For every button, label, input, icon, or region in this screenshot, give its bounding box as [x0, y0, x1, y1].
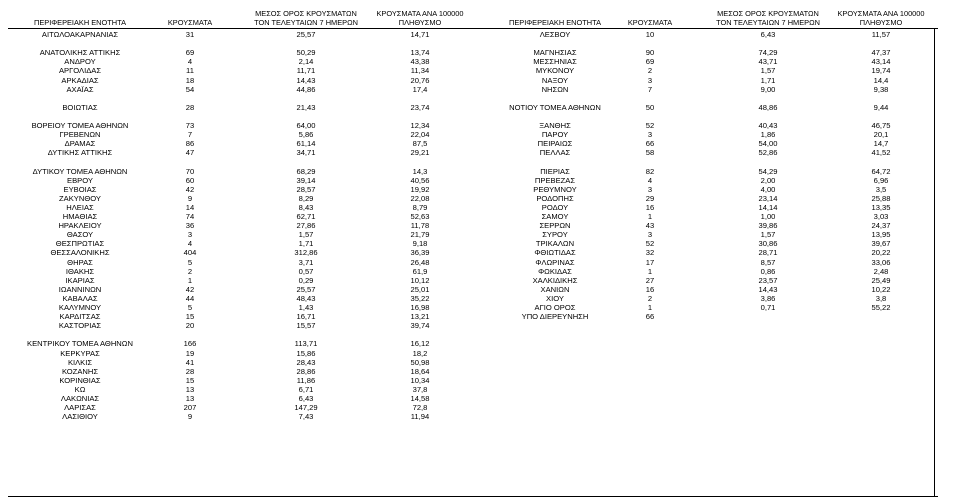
header-avg-right-line1: ΜΕΣΟΣ ΟΡΟΣ ΚΡΟΥΣΜΑΤΩΝ	[717, 9, 819, 18]
left-cases-cell: 42	[185, 284, 195, 294]
right-region-cell: ΜΑΓΝΗΣΙΑΣ	[533, 48, 577, 58]
right-avg-cell: 0,86	[760, 266, 776, 276]
right-region-cell: ΜΥΚΟΝΟΥ	[535, 66, 575, 76]
left-region-cell: ΗΜΑΘΙΑΣ	[62, 212, 98, 221]
left-cases-cell: 69	[185, 48, 195, 58]
right-avg-cell: 4,00	[760, 184, 776, 194]
left-avg-cell: 28,57	[296, 184, 316, 194]
right-cases-cell: 16	[645, 202, 655, 212]
right-per-cell: 46,75	[871, 121, 891, 130]
left-avg-cell: 3,71	[298, 257, 314, 267]
header-per-left-line1: ΚΡΟΥΣΜΑΤΑ ΑΝΑ 100000	[376, 9, 464, 18]
left-avg-cell: 39,14	[296, 175, 316, 185]
right-avg-cell: 23,14	[758, 193, 778, 203]
right-per-cell: 39,67	[871, 239, 891, 249]
left-per-cell: 10,12	[410, 275, 430, 285]
right-avg-cell: 0,71	[760, 303, 776, 312]
right-cases-cell: 69	[645, 57, 655, 67]
left-per-cell: 18,64	[410, 366, 430, 376]
right-cases-cell: 29	[645, 193, 655, 203]
left-region-cell: ΖΑΚΥΝΘΟΥ	[59, 193, 101, 203]
right-cases-cell: 90	[645, 48, 655, 58]
left-region-cell: ΕΒΡΟΥ	[67, 175, 93, 185]
left-per-cell: 20,76	[410, 75, 430, 85]
right-region-cell: ΡΟΔΟΥ	[541, 202, 569, 212]
right-region-cell: ΜΕΣΣΗΝΙΑΣ	[533, 57, 577, 67]
left-per-cell: 22,08	[410, 193, 430, 203]
left-region-cell: ΓΡΕΒΕΝΩΝ	[59, 130, 101, 140]
right-region-cell: ΣΑΜΟΥ	[541, 212, 569, 221]
left-per-cell: 36,39	[410, 248, 430, 258]
right-avg-cell: 48,86	[758, 102, 778, 112]
right-per-cell: 41,52	[871, 148, 891, 158]
left-avg-cell: 21,43	[296, 102, 316, 112]
left-avg-cell: 16,71	[296, 312, 316, 322]
left-cases-cell: 42	[185, 184, 195, 194]
right-region-cell: ΝΑΞΟΥ	[541, 75, 569, 85]
left-per-cell: 29,21	[410, 148, 430, 158]
header-avg-left-line1: ΜΕΣΟΣ ΟΡΟΣ ΚΡΟΥΣΜΑΤΩΝ	[255, 9, 357, 18]
left-avg-cell: 1,43	[298, 303, 314, 312]
left-cases-cell: 11	[186, 66, 194, 76]
left-avg-cell: 113,71	[294, 339, 318, 349]
left-per-cell: 18,2	[412, 348, 428, 358]
left-per-cell: 61,9	[412, 266, 428, 276]
right-region-cell: ΧΑΝΙΩΝ	[540, 284, 570, 294]
right-avg-cell: 40,43	[758, 121, 778, 130]
left-cases-cell: 404	[183, 248, 197, 258]
right-per-cell: 43,14	[871, 57, 891, 67]
right-avg-cell: 2,00	[760, 175, 776, 185]
right-cases-cell: 58	[645, 148, 655, 158]
left-per-cell: 52,63	[410, 212, 430, 221]
right-per-cell: 24,37	[871, 221, 891, 231]
left-cases-cell: 13	[185, 384, 195, 394]
left-per-cell: 19,92	[410, 184, 430, 194]
left-per-cell: 11,34	[410, 66, 430, 76]
left-region-cell: ΗΛΕΙΑΣ	[66, 202, 94, 212]
left-region-cell: ΔΥΤΙΚΗΣ ΑΤΤΙΚΗΣ	[47, 148, 113, 158]
left-region-cell: ΚΕΝΤΡΙΚΟΥ ΤΟΜΕΑ ΑΘΗΝΩΝ	[27, 339, 133, 349]
right-per-cell: 13,35	[871, 202, 891, 212]
right-avg-cell: 43,71	[758, 57, 778, 67]
left-per-cell: 22,04	[410, 130, 430, 140]
right-avg-cell: 39,86	[758, 221, 778, 231]
right-per-cell: 6,96	[873, 175, 889, 185]
left-per-cell: 13,21	[410, 312, 430, 322]
left-per-cell: 17,4	[412, 84, 428, 94]
header-rule	[8, 28, 938, 29]
right-cases-cell: 3	[647, 230, 653, 240]
left-region-cell: ΑΧΑΪΑΣ	[66, 84, 94, 94]
right-region-cell: ΣΥΡΟΥ	[542, 230, 568, 240]
left-per-cell: 87,5	[412, 139, 428, 149]
left-avg-cell: 28,86	[296, 366, 316, 376]
right-cases-cell: 1	[647, 266, 653, 276]
left-cases-cell: 166	[183, 339, 197, 349]
left-avg-cell: 1,71	[298, 239, 314, 249]
left-per-cell: 35,22	[410, 293, 430, 303]
right-region-cell: ΤΡΙΚΑΛΩΝ	[535, 239, 575, 249]
left-cases-cell: 4	[187, 239, 193, 249]
left-cases-cell: 13	[185, 394, 195, 403]
right-cases-cell: 4	[647, 175, 653, 185]
right-avg-cell: 1,00	[760, 212, 776, 221]
right-region-cell: ΛΕΣΒΟΥ	[539, 30, 571, 39]
left-per-cell: 13,74	[410, 48, 430, 58]
right-region-cell: ΝΗΣΩΝ	[541, 84, 569, 94]
right-region-cell: ΦΩΚΙΔΑΣ	[538, 266, 572, 276]
right-region-cell: ΑΓΙΟ ΟΡΟΣ	[534, 303, 576, 312]
right-per-cell: 20,22	[871, 248, 891, 258]
left-cases-cell: 36	[185, 221, 195, 231]
left-region-cell: ΛΑΚΩΝΙΑΣ	[60, 394, 100, 403]
right-per-cell: 13,95	[871, 230, 891, 240]
right-avg-cell: 23,57	[758, 275, 778, 285]
left-region-cell: ΙΚΑΡΙΑΣ	[65, 275, 95, 285]
left-per-cell: 16,98	[410, 303, 430, 312]
left-avg-cell: 50,29	[296, 48, 316, 58]
left-avg-cell: 64,00	[296, 121, 316, 130]
header-per-right-line1: ΚΡΟΥΣΜΑΤΑ ΑΝΑ 100000	[837, 9, 925, 18]
right-cases-cell: 66	[645, 139, 655, 149]
left-avg-cell: 11,71	[296, 66, 316, 76]
right-cases-cell: 27	[645, 275, 655, 285]
right-region-cell: ΠΕΙΡΑΙΩΣ	[537, 139, 573, 149]
right-cases-cell: 43	[645, 221, 655, 231]
right-per-cell: 9,38	[873, 84, 889, 94]
left-cases-cell: 73	[185, 121, 195, 130]
left-region-cell: ΑΝΑΤΟΛΙΚΗΣ ΑΤΤΙΚΗΣ	[39, 48, 121, 58]
right-avg-cell: 1,71	[760, 75, 776, 85]
left-avg-cell: 25,57	[296, 284, 316, 294]
left-region-cell: ΛΑΡΙΣΑΣ	[64, 403, 96, 413]
left-avg-cell: 147,29	[294, 403, 318, 413]
right-avg-cell: 9,00	[760, 84, 776, 94]
left-cases-cell: 74	[185, 212, 195, 221]
left-cases-cell: 28	[185, 102, 195, 112]
right-per-cell: 25,49	[871, 275, 891, 285]
left-per-cell: 21,79	[410, 230, 430, 240]
right-cases-cell: 32	[645, 248, 655, 258]
left-avg-cell: 27,86	[296, 221, 316, 231]
right-avg-cell: 14,43	[758, 284, 778, 294]
left-per-cell: 11,94	[410, 412, 430, 422]
left-avg-cell: 48,43	[296, 293, 316, 303]
right-per-cell: 11,57	[871, 30, 891, 39]
left-per-cell: 50,98	[410, 357, 430, 367]
left-cases-cell: 9	[187, 412, 193, 422]
left-avg-cell: 34,71	[296, 148, 316, 158]
left-cases-cell: 207	[183, 403, 197, 413]
left-per-cell: 9,18	[412, 239, 428, 249]
header-region-left: ΠΕΡΙΦΕΡΕΙΑΚΗ ΕΝΟΤΗΤΑ	[34, 18, 126, 27]
right-per-cell: 19,74	[871, 66, 891, 76]
right-cases-cell: 16	[645, 284, 655, 294]
left-region-cell: ΚΩ	[74, 384, 86, 394]
right-avg-cell: 3,86	[760, 293, 776, 303]
left-cases-cell: 44	[185, 293, 195, 303]
left-avg-cell: 68,29	[296, 166, 316, 176]
right-per-cell: 10,22	[871, 284, 891, 294]
right-cases-cell: 52	[645, 121, 655, 130]
left-cases-cell: 31	[185, 30, 195, 39]
left-region-cell: ΚΕΡΚΥΡΑΣ	[60, 348, 100, 358]
left-cases-cell: 2	[187, 266, 193, 276]
left-per-cell: 37,8	[412, 384, 428, 394]
right-avg-cell: 54,29	[758, 166, 778, 176]
right-avg-cell: 14,14	[758, 202, 778, 212]
left-per-cell: 14,58	[410, 394, 430, 403]
left-per-cell: 14,71	[410, 30, 430, 39]
right-per-cell: 25,88	[871, 193, 891, 203]
right-region-cell: ΝΟΤΙΟΥ ΤΟΜΕΑ ΑΘΗΝΩΝ	[509, 102, 601, 112]
left-region-cell: ΒΟΙΩΤΙΑΣ	[62, 102, 98, 112]
right-cases-cell: 2	[647, 66, 653, 76]
right-per-cell: 64,72	[871, 166, 891, 176]
left-cases-cell: 41	[185, 357, 195, 367]
left-avg-cell: 7,43	[298, 412, 314, 422]
left-per-cell: 11,78	[410, 221, 430, 231]
right-avg-cell: 8,57	[760, 257, 776, 267]
left-per-cell: 25,01	[410, 284, 430, 294]
left-avg-cell: 312,86	[294, 248, 318, 258]
left-avg-cell: 6,43	[298, 394, 314, 403]
left-per-cell: 72,8	[412, 403, 428, 413]
left-avg-cell: 2,14	[298, 57, 314, 67]
left-region-cell: ΙΘΑΚΗΣ	[65, 266, 95, 276]
header-avg-right-line2: ΤΟΝ ΤΕΛΕΥΤΑΙΩΝ 7 ΗΜΕΡΩΝ	[716, 18, 820, 27]
left-region-cell: ΑΡΓΟΛΙΔΑΣ	[58, 66, 102, 76]
left-region-cell: ΚΑΒΑΛΑΣ	[62, 293, 98, 303]
right-per-cell: 3,8	[875, 293, 887, 303]
left-avg-cell: 11,86	[296, 375, 316, 385]
left-cases-cell: 47	[185, 148, 195, 158]
right-region-cell: ΧΑΛΚΙΔΙΚΗΣ	[532, 275, 578, 285]
left-region-cell: ΒΟΡΕΙΟΥ ΤΟΜΕΑ ΑΘΗΝΩΝ	[31, 121, 129, 130]
right-avg-cell: 74,29	[758, 48, 778, 58]
header-per-left-line2: ΠΛΗΘΥΣΜΟ	[398, 18, 442, 27]
right-avg-cell: 1,86	[760, 130, 776, 140]
right-avg-cell: 1,57	[760, 230, 776, 240]
left-region-cell: ΛΑΣΙΘΙΟΥ	[62, 412, 98, 422]
left-per-cell: 16,12	[410, 339, 430, 349]
right-cases-cell: 82	[645, 166, 655, 176]
left-region-cell: ΕΥΒΟΙΑΣ	[63, 184, 97, 194]
right-cases-cell: 3	[647, 184, 653, 194]
left-avg-cell: 15,57	[296, 321, 316, 331]
left-per-cell: 8,79	[412, 202, 428, 212]
left-avg-cell: 61,14	[296, 139, 316, 149]
right-region-cell: ΠΕΛΛΑΣ	[539, 148, 571, 158]
right-cases-cell: 52	[645, 239, 655, 249]
right-per-cell: 33,06	[871, 257, 891, 267]
left-cases-cell: 20	[185, 321, 195, 331]
right-cases-cell: 66	[645, 312, 655, 322]
left-avg-cell: 14,43	[296, 75, 316, 85]
right-avg-cell: 28,71	[758, 248, 778, 258]
right-cases-cell: 2	[647, 293, 653, 303]
right-region-cell: ΡΟΔΟΠΗΣ	[536, 193, 574, 203]
right-region-cell: ΧΙΟΥ	[546, 293, 564, 303]
left-region-cell: ΚΑΡΔΙΤΣΑΣ	[59, 312, 101, 322]
left-avg-cell: 44,86	[296, 84, 316, 94]
right-cases-cell: 1	[647, 212, 653, 221]
right-avg-cell: 6,43	[760, 30, 776, 39]
right-per-cell: 9,44	[873, 102, 889, 112]
right-avg-cell: 52,86	[758, 148, 778, 158]
right-avg-cell: 30,86	[758, 239, 778, 249]
right-cases-cell: 50	[645, 102, 655, 112]
right-per-cell: 14,7	[873, 139, 889, 149]
left-region-cell: ΑΡΚΑΔΙΑΣ	[61, 75, 99, 85]
right-cases-cell: 3	[647, 130, 653, 140]
left-region-cell: ΚΟΖΑΝΗΣ	[61, 366, 99, 376]
left-per-cell: 23,74	[410, 102, 430, 112]
left-avg-cell: 8,29	[298, 193, 314, 203]
right-cases-cell: 3	[647, 75, 653, 85]
left-per-cell: 43,38	[410, 57, 430, 67]
left-region-cell: ΘΕΣΠΡΩΤΙΑΣ	[55, 239, 105, 249]
left-per-cell: 26,48	[410, 257, 430, 267]
right-region-cell: ΣΕΡΡΩΝ	[539, 221, 571, 231]
left-cases-cell: 60	[185, 175, 195, 185]
left-avg-cell: 0,57	[298, 266, 314, 276]
left-cases-cell: 7	[187, 130, 193, 140]
left-avg-cell: 28,43	[296, 357, 316, 367]
right-per-cell: 20,1	[873, 130, 889, 140]
left-avg-cell: 25,57	[296, 30, 316, 39]
header-avg-left-line2: ΤΟΝ ΤΕΛΕΥΤΑΙΩΝ 7 ΗΜΕΡΩΝ	[254, 18, 358, 27]
left-avg-cell: 6,71	[298, 384, 314, 394]
left-cases-cell: 15	[185, 312, 195, 322]
right-cases-cell: 17	[645, 257, 655, 267]
right-region-cell: ΥΠΟ ΔΙΕΡΕΥΝΗΣΗ	[521, 312, 589, 322]
left-cases-cell: 70	[185, 166, 195, 176]
right-region-cell: ΡΕΘΥΜΝΟΥ	[533, 184, 577, 194]
left-cases-cell: 4	[187, 57, 193, 67]
left-cases-cell: 14	[185, 202, 195, 212]
header-cases-right: ΚΡΟΥΣΜΑΤΑ	[627, 18, 673, 27]
right-region-cell: ΦΛΩΡΙΝΑΣ	[535, 257, 575, 267]
header-region-right: ΠΕΡΙΦΕΡΕΙΑΚΗ ΕΝΟΤΗΤΑ	[509, 18, 601, 27]
right-per-cell: 55,22	[871, 303, 891, 312]
left-cases-cell: 1	[187, 275, 193, 285]
right-cases-cell: 1	[647, 303, 653, 312]
left-cases-cell: 86	[185, 139, 195, 149]
right-region-cell: ΠΙΕΡΙΑΣ	[540, 166, 570, 176]
right-avg-cell: 1,57	[760, 66, 776, 76]
left-avg-cell: 1,57	[298, 230, 314, 240]
right-cases-cell: 7	[647, 84, 653, 94]
left-cases-cell: 28	[185, 366, 195, 376]
left-cases-cell: 9	[187, 193, 193, 203]
left-region-cell: ΗΡΑΚΛΕΙΟΥ	[58, 221, 102, 231]
right-per-cell: 3,5	[875, 184, 887, 194]
right-per-cell: 2,48	[873, 266, 889, 276]
right-avg-cell: 54,00	[758, 139, 778, 149]
left-region-cell: ΑΙΤΩΛΟΑΚΑΡΝΑΝΙΑΣ	[41, 30, 119, 39]
left-avg-cell: 8,43	[298, 202, 314, 212]
left-per-cell: 39,74	[410, 321, 430, 331]
right-per-cell: 47,37	[871, 48, 891, 58]
left-region-cell: ΚΑΣΤΟΡΙΑΣ	[58, 321, 102, 331]
right-cases-cell: 10	[645, 30, 655, 39]
left-region-cell: ΘΑΣΟΥ	[66, 230, 94, 240]
right-region-cell: ΠΡΕΒΕΖΑΣ	[534, 175, 576, 185]
left-region-cell: ΔΡΑΜΑΣ	[64, 139, 96, 149]
left-region-cell: ΔΥΤΙΚΟΥ ΤΟΜΕΑ ΑΘΗΝΩΝ	[32, 166, 128, 176]
header-cases-left: ΚΡΟΥΣΜΑΤΑ	[167, 18, 213, 27]
left-cases-cell: 3	[187, 230, 193, 240]
left-per-cell: 40,56	[410, 175, 430, 185]
left-region-cell: ΚΑΛΥΜΝΟΥ	[58, 303, 102, 312]
left-avg-cell: 5,86	[298, 130, 314, 140]
left-cases-cell: 18	[185, 75, 195, 85]
left-region-cell: ΑΝΔΡΟΥ	[64, 57, 96, 67]
left-avg-cell: 62,71	[296, 212, 316, 221]
left-per-cell: 12,34	[410, 121, 430, 130]
right-per-cell: 14,4	[873, 75, 889, 85]
left-avg-cell: 0,29	[298, 275, 314, 285]
left-per-cell: 10,34	[410, 375, 430, 385]
bottom-rule	[8, 496, 938, 497]
left-cases-cell: 5	[187, 303, 193, 312]
left-avg-cell: 15,86	[296, 348, 316, 358]
left-cases-cell: 54	[185, 84, 195, 94]
left-region-cell: ΚΟΡΙΝΘΙΑΣ	[59, 375, 101, 385]
right-region-cell: ΞΑΝΘΗΣ	[539, 121, 571, 130]
left-region-cell: ΘΗΡΑΣ	[67, 257, 93, 267]
right-per-cell: 3,03	[873, 212, 889, 221]
right-region-cell: ΦΘΙΩΤΙΔΑΣ	[534, 248, 576, 258]
left-cases-cell: 19	[185, 348, 195, 358]
left-cases-cell: 15	[185, 375, 195, 385]
left-region-cell: ΙΩΑΝΝΙΝΩΝ	[58, 284, 102, 294]
left-per-cell: 14,3	[412, 166, 428, 176]
right-region-cell: ΠΑΡΟΥ	[541, 130, 569, 140]
header-per-right-line2: ΠΛΗΘΥΣΜΟ	[859, 18, 903, 27]
left-cases-cell: 5	[187, 257, 193, 267]
left-region-cell: ΘΕΣΣΑΛΟΝΙΚΗΣ	[50, 248, 110, 258]
left-region-cell: ΚΙΛΚΙΣ	[67, 357, 93, 367]
